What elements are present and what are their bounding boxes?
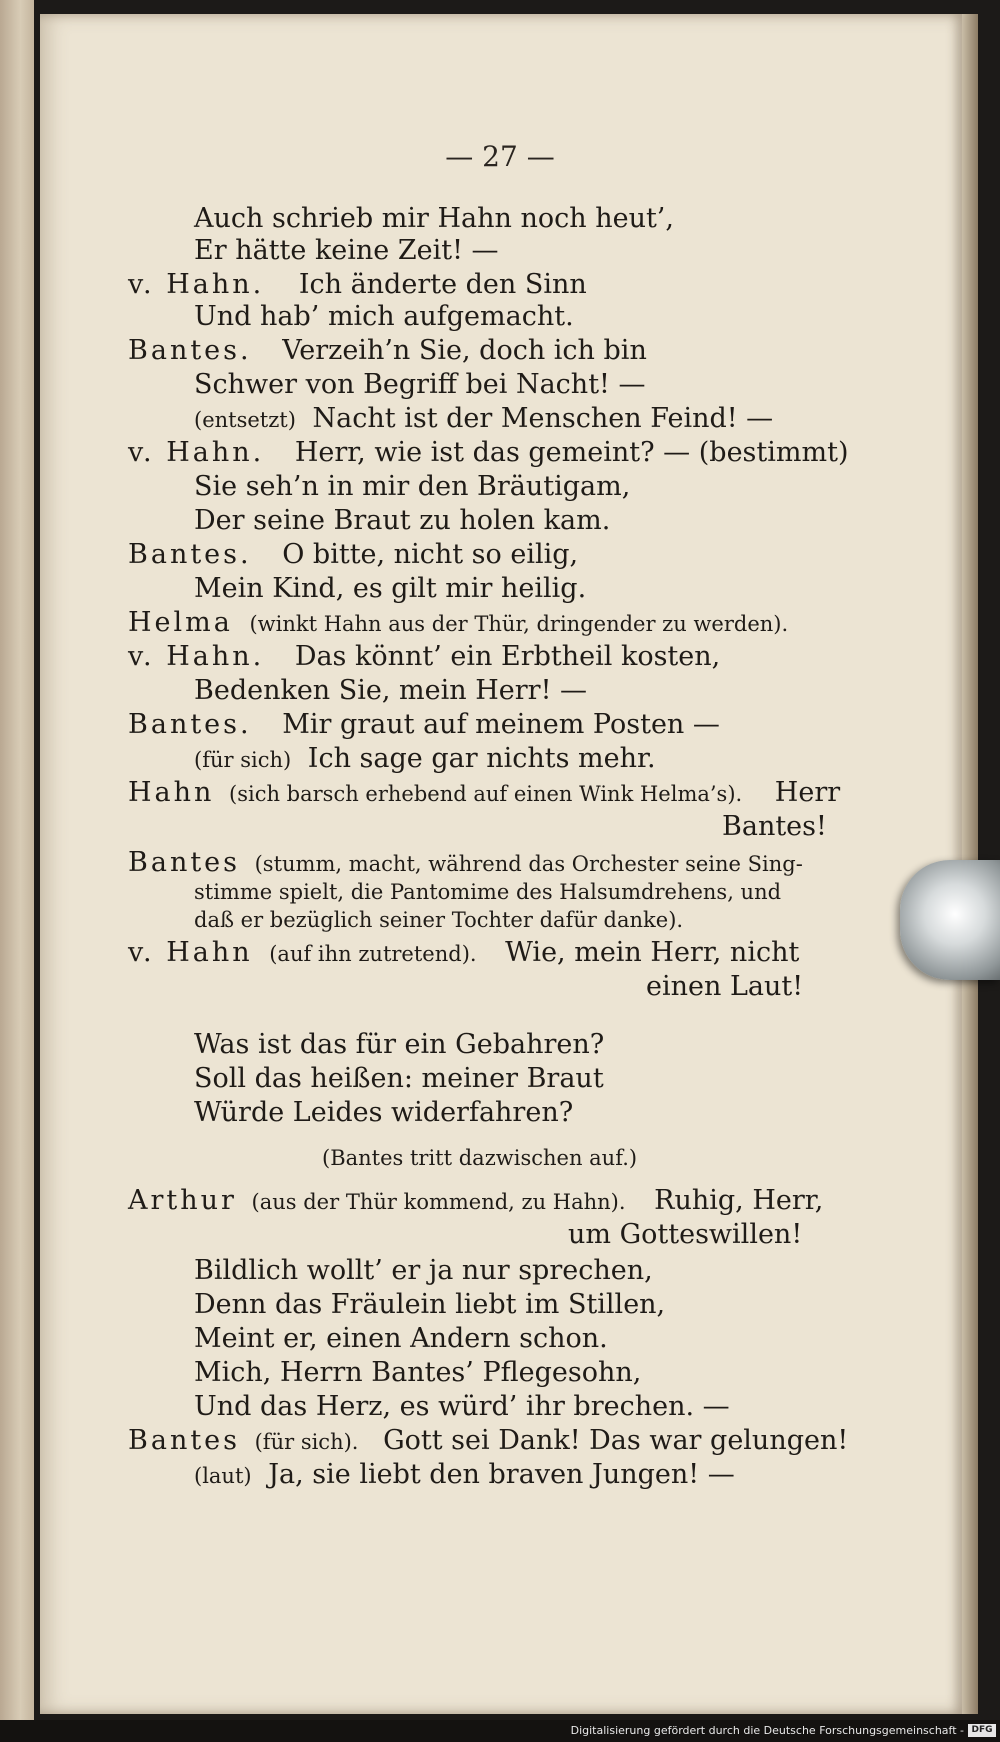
verse-line: Er hätte keine Zeit! — [194, 235, 499, 266]
stage-direction: (stumm, macht, während das Orchester seine Sing- [254, 852, 803, 876]
stage-direction: stimme spielt, die Pantomime des Halsumdrehens, und [194, 880, 782, 904]
verse-line: Meint er, einen Andern schon. [194, 1323, 608, 1354]
speaker-name: v. Hahn. [128, 437, 265, 468]
speaker-name: Hahn [128, 777, 215, 808]
verse-line: Bedenken Sie, mein Herr! — [194, 675, 588, 706]
speaker-line: Arthur (aus der Thür kommend, zu Hahn). Ruhig, Herr, [128, 1185, 824, 1216]
speaker-line: Bantes. O bitte, nicht so eilig, [128, 539, 579, 570]
verse-line: Mich, Herrn Bantes’ Pflegesohn, [194, 1357, 642, 1388]
verse-line: Und das Herz, es würd’ ihr brechen. — [194, 1391, 730, 1422]
verse-line: Bantes! [722, 811, 827, 842]
stage-direction: (auf ihn zutretend). [269, 942, 477, 966]
verse-line: Auch schrieb mir Hahn noch heut’, [194, 203, 674, 234]
speaker-line: Bantes. Mir graut auf meinem Posten — [128, 709, 720, 740]
speaker-name: Bantes. [128, 335, 252, 366]
speaker-name: v. Hahn. [128, 641, 265, 672]
verse-line: Der seine Braut zu holen kam. [194, 505, 611, 536]
verse-line: (entsetzt) Nacht ist der Menschen Feind! — [194, 403, 774, 434]
verse-line: um Gotteswillen! [568, 1219, 803, 1250]
speaker-line [128, 606, 788, 641]
speaker-line: v. Hahn. Ich änderte den Sinn [128, 269, 587, 300]
verse-line: Würde Leides widerfahren? [194, 1097, 574, 1128]
speaker-name: Bantes [128, 1425, 241, 1456]
speaker-line: v. Hahn. Herr, wie ist das gemeint? — (bestimmt) [128, 437, 849, 468]
dfg-logo: DFG [968, 1724, 996, 1737]
speaker-line: v. Hahn (auf ihn zutretend). Wie, mein Herr, nicht [128, 937, 800, 968]
stage-direction: (laut) [194, 1464, 252, 1488]
verse-line: Was ist das für ein Gebahren? [194, 1029, 605, 1060]
verse-line: (für sich) Ich sage gar nichts mehr. [194, 743, 656, 774]
verse-line: Und hab’ mich aufgemacht. [194, 301, 574, 332]
verse-line: Sie seh’n in mir den Bräutigam, [194, 471, 631, 502]
stage-direction: (winkt Hahn aus der Thür, dringender zu werden). [249, 612, 789, 636]
verse-line: einen Laut! [646, 971, 804, 1002]
digitization-credit: Digitalisierung gefördert durch die Deutsche Forschungsgemeinschaft - [570, 1724, 964, 1737]
verse-line: Schwer von Begriff bei Nacht! — [194, 369, 646, 400]
stage-direction: (sich barsch erhebend auf einen Wink Helma’s). [229, 782, 743, 806]
stage-direction-line [194, 902, 683, 937]
speaker-line: Hahn (sich barsch erhebend auf einen Wink Helma’s). Herr [128, 777, 841, 808]
stage-direction: (für sich) [194, 748, 292, 772]
stage-direction-line [322, 1140, 637, 1175]
stage-direction: (für sich). [254, 1430, 359, 1454]
verse-line: (laut) Ja, sie liebt den braven Jungen! — [194, 1459, 735, 1490]
stage-direction: daß er bezüglich seiner Tochter dafür danke). [194, 908, 684, 932]
speaker-name: Bantes [128, 847, 241, 878]
speaker-line: Bantes. Verzeih’n Sie, doch ich bin [128, 335, 647, 366]
verse-line: Bildlich wollt’ er ja nur sprechen, [194, 1255, 653, 1286]
speaker-name: Arthur [128, 1185, 237, 1216]
speaker-name: Bantes. [128, 709, 252, 740]
speaker-name: Helma [128, 607, 233, 638]
speaker-name: Bantes. [128, 539, 252, 570]
stage-direction: (Bantes tritt dazwischen auf.) [322, 1146, 638, 1170]
speaker-line: v. Hahn. Das könnt’ ein Erbtheil kosten, [128, 641, 721, 672]
speaker-line: Bantes (für sich). Gott sei Dank! Das war gelungen! [128, 1425, 849, 1456]
verse-line: Soll das heißen: meiner Braut [194, 1063, 604, 1094]
page-number: — 27 — [445, 140, 555, 173]
speaker-name: v. Hahn. [128, 269, 265, 300]
speaker-name: v. Hahn [128, 937, 253, 968]
verse-line: Mein Kind, es gilt mir heilig. [194, 573, 587, 604]
stage-direction: (aus der Thür kommend, zu Hahn). [251, 1190, 626, 1214]
verse-line: Denn das Fräulein liebt im Stillen, [194, 1289, 666, 1320]
stage-direction: (entsetzt) [194, 408, 296, 432]
